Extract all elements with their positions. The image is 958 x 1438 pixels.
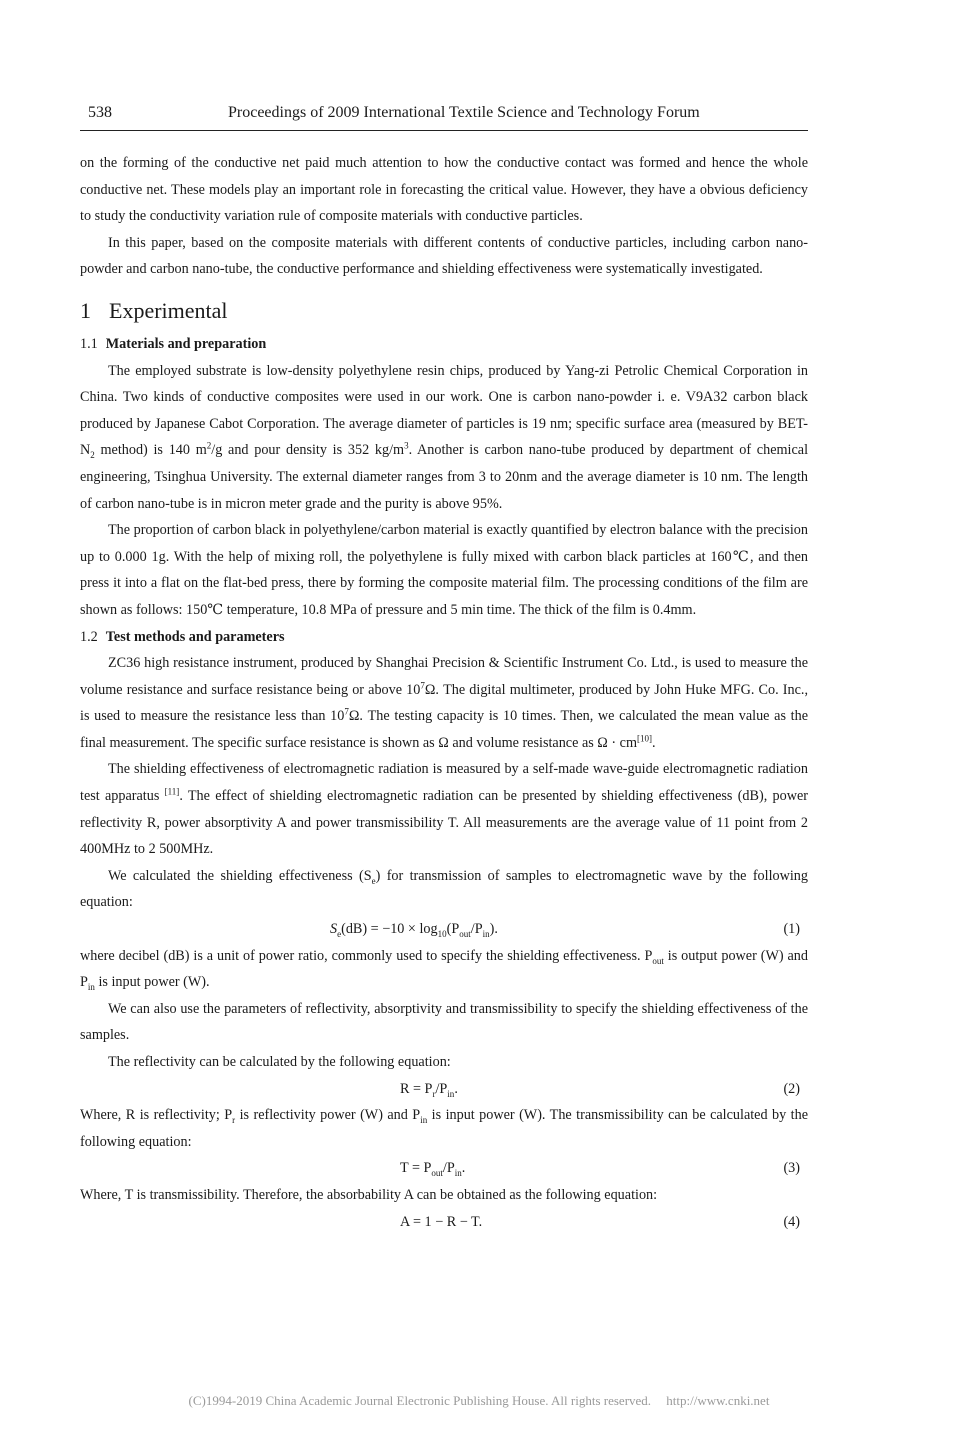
citation: [10]: [637, 733, 652, 744]
text-run: ) for transmission of samples to electromagnetic wave by the following equation:: [80, 867, 808, 911]
paragraph: on the forming of the conductive net paid much attention to how the conductive contact was formed and hence the whole conductive net. These models play an important role in forecasting the critical value. However, they have a obvious deficiency to study the conductivity variation rule of composite materials with conductive particles.: [80, 155, 808, 225]
text-run: .: [652, 734, 656, 751]
paragraph: [80, 943, 808, 996]
subsection-title: Test methods and parameters: [105, 628, 285, 645]
equation-2: [80, 1076, 808, 1103]
paragraph: Where, T is transmissibility. Therefore, the absorbability A can be obtained as the following equation:: [80, 1186, 658, 1203]
text-run: Ω. The testing capacity is 10 times. Then, we calculated the mean value as the final measurement. The specific surface resistance is shown as Ω and volume resistance as Ω · cm: [80, 708, 808, 751]
section-title: Experimental: [109, 297, 228, 323]
section-number: 1: [80, 297, 91, 323]
text-run: . The effect of shielding electromagnetic radiation can be presented by shielding effectiveness (dB), power reflectivity R, power absorptivity A and power transmissibility T. All measurements are the average value of 11 point from 2 400MHz to 2 500MHz.: [80, 788, 809, 858]
text-run: Where, R is reflectivity; P: [80, 1107, 233, 1124]
text-run: The employed substrate is low-density polyethylene resin chips, produced by Yang-zi Petrolic Chemical Corporation in China. Two kinds of conductive composites were used in our work. One is carbon nano-powder i. e. V9A32 carbon black produced by Japanese Cabot Corporation. The average diameter of particles is 19 nm; specific surface area (measured by BET-N: [80, 362, 808, 459]
paragraph: [80, 756, 808, 862]
text-run: The shielding effectiveness of electromagnetic radiation is measured by a self-made wave-guide electromagnetic radiation test apparatus: [80, 761, 808, 805]
superscript: 7: [344, 706, 349, 717]
equation-formula: A = 1 − R − T.: [400, 1213, 483, 1230]
text-run: method) is 140 m: [94, 442, 207, 459]
superscript: 2: [206, 440, 212, 451]
paragraph: [80, 1102, 808, 1155]
running-header: [80, 98, 808, 131]
paragraph: In this paper, based on the composite materials with different contents of conductive particles, including carbon nano-powder and carbon nano-tube, the conductive performance and shielding effectiveness were systematically investigated.: [80, 234, 808, 278]
paragraph: [80, 863, 808, 916]
text-run: ZC36 high resistance instrument, produced by Shanghai Precision & Scientific Instrument Co. Ltd., is used to measure the volume resistance and surface resistance being or above 10: [80, 655, 808, 698]
paragraph: [80, 650, 808, 756]
text-run: Ω. The digital multimeter, produced by John Huke MFG. Co. Inc., is used to measure the resistance less than 10: [80, 681, 809, 725]
subscript: e: [371, 875, 376, 886]
superscript: 7: [420, 679, 425, 690]
running-title: Proceedings of 2009 International Textile Science and Technology Forum: [228, 104, 700, 121]
footer-url: http://www.cnki.net: [666, 1393, 770, 1408]
text-run: is input power (W).: [94, 974, 210, 991]
citation: [11]: [164, 786, 180, 797]
body-text: [80, 150, 808, 1235]
subscript: in: [87, 982, 95, 993]
paragraph: The reflectivity can be calculated by the following equation:: [108, 1054, 451, 1070]
subscript: r: [232, 1115, 236, 1126]
copyright-footer: [0, 1393, 958, 1409]
text-run: is input power (W). The transmissibility can be calculated by the following equation:: [80, 1107, 808, 1150]
text-run: /g and pour density is 352 kg/m: [211, 442, 405, 459]
paragraph: We can also use the parameters of reflectivity, absorptivity and transmissibility to specify the shielding effectiveness of the samples.: [80, 1000, 808, 1044]
equation-1: [80, 916, 808, 943]
section-heading: [80, 297, 808, 325]
equation-3: [80, 1155, 808, 1182]
equation-number: (2): [783, 1080, 800, 1097]
equation-number: (1): [783, 921, 800, 938]
equation-4: [80, 1209, 808, 1236]
subsection-heading: [80, 331, 808, 358]
page-number: 538: [88, 104, 112, 121]
text-run: is reflectivity power (W) and P: [235, 1107, 421, 1124]
subscript: out: [652, 955, 664, 966]
text-run: is output power (W) and P: [80, 947, 808, 991]
subsection-number: 1.1: [80, 335, 98, 352]
copyright-text: (C)1994-2019 China Academic Journal Electronic Publishing House. All rights reserved.: [188, 1393, 652, 1408]
equation-formula: $R = P_r/P_{in}$.: [400, 1080, 458, 1099]
subsection-number: 1.2: [80, 628, 98, 645]
equation-number: (3): [783, 1160, 800, 1177]
text-run: . Another is carbon nano-tube produced by department of chemical engineering, Tsinghua University. The external diameter ranges from 3 to 20nm and the average diameter is 10 nm. The length of carbon nano-tube is in micron meter grade and the purity is above 95%.: [80, 442, 809, 512]
equation-formula: $S_e(dB) = -10 \times \log_{10}(P_{out}/P_{in})$.: [330, 921, 498, 939]
text-run: We calculated the shielding effectiveness (S: [108, 867, 372, 884]
paragraph: [80, 358, 808, 518]
subscript: in: [420, 1115, 428, 1126]
paragraph: The proportion of carbon black in polyethylene/carbon material is exactly quantified by electron balance with the precision up to 0.000 1g. With the help of mixing roll, the polyethylene is fully mixed with carbon black particles at 160℃, and then press it into a flat on the flat-bed press, there by forming the composite material film. The processing conditions of the film are shown as follows: 150℃ temperature, 10.8 MPa of pressure and 5 min time. The thick of the film is 0.4mm.: [80, 522, 808, 618]
subsection-heading: [80, 624, 808, 651]
subscript: 2: [90, 450, 95, 461]
superscript: 3: [404, 440, 409, 451]
text-run: where decibel (dB) is a unit of power ratio, commonly used to specify the shielding effectiveness. P: [80, 947, 653, 964]
equation-number: (4): [783, 1213, 800, 1230]
equation-formula: $T = P_{out}/P_{in}$.: [400, 1160, 466, 1179]
subsection-title: Materials and preparation: [105, 335, 267, 352]
